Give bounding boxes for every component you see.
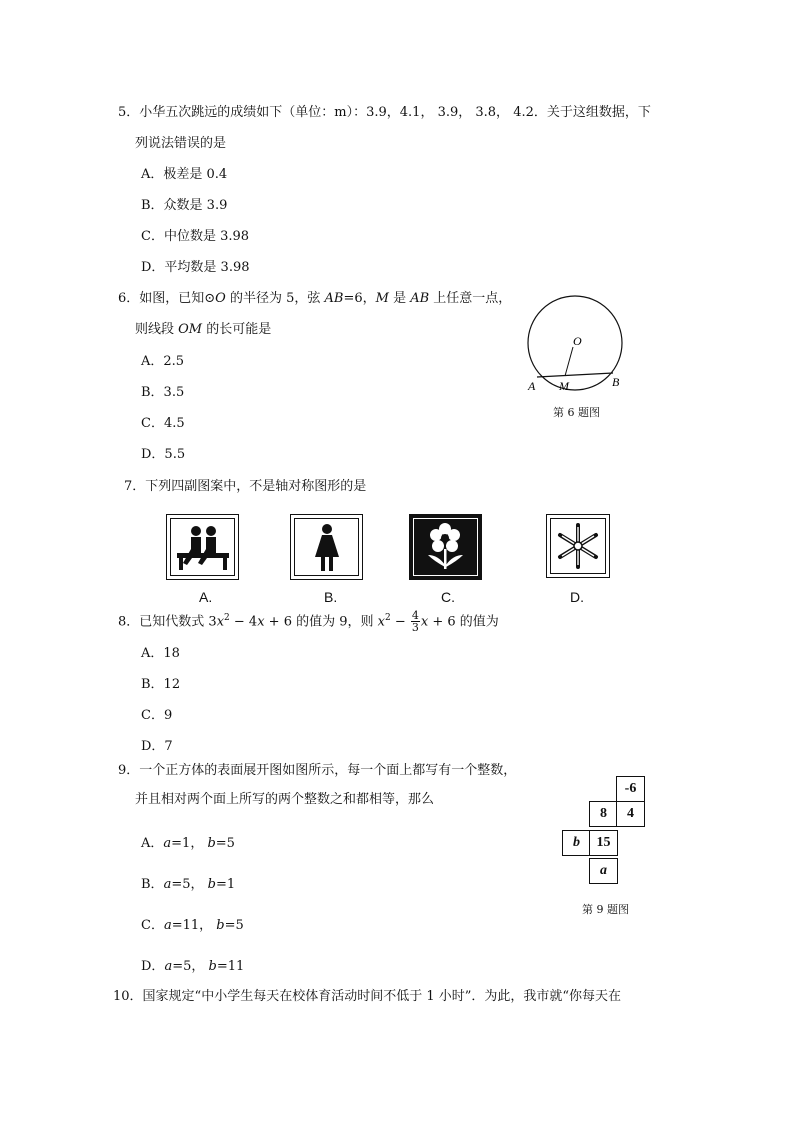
q6-stem-line2: 则线段 OM 的长可能是: [135, 322, 272, 337]
pattern-a-seated-people: [166, 514, 239, 580]
q5-option-c: C．中位数是 3.98: [141, 229, 250, 244]
net-cell-neg6: -6: [616, 776, 645, 802]
pattern-d-label: D.: [570, 589, 584, 605]
q9-stem-line1: 9．一个正方体的表面展开图如图所示，每一个面上都写有一个整数，: [118, 763, 517, 778]
label-m: M: [559, 379, 569, 393]
q5-stem-line2: 列说法错误的是: [135, 136, 227, 151]
q9-option-a: A．a=1， b=5: [141, 836, 235, 851]
q10-stem-line1: 10．国家规定“中小学生每天在校体育活动时间不低于 1 小时”．为此，我市就“你每天在: [113, 989, 622, 1004]
q5-option-b: B．众数是 3.9: [141, 198, 228, 213]
q6-figure-caption: 第 6 题图: [553, 406, 600, 419]
q9-option-d: D．a=5， b=11: [141, 959, 245, 974]
label-b: B: [612, 375, 620, 389]
q6-circle-figure: [520, 294, 630, 396]
net-cell-8: 8: [589, 801, 618, 827]
q8-option-a: A．18: [141, 646, 180, 661]
q5-option-a: A．极差是 0.4: [141, 167, 228, 182]
q8-option-d: D．7: [141, 739, 173, 754]
chord-ab: [537, 373, 613, 377]
net-cell-a: a: [589, 858, 618, 884]
q9-figure-caption: 第 9 题图: [582, 903, 629, 916]
pattern-b-label: B.: [324, 589, 338, 605]
q7-stem: 7．下列四副图案中，不是轴对称图形的是: [124, 479, 367, 494]
fraction-4-3: $\frac{4}{3}$: [411, 609, 419, 635]
q8-option-c: C．9: [141, 708, 173, 723]
pattern-b-woman: [290, 514, 363, 580]
net-cell-4: 4: [616, 801, 645, 827]
label-o: O: [573, 334, 582, 348]
q5-option-d: D．平均数是 3.98: [141, 260, 250, 275]
pattern-d-snowflake: [546, 514, 610, 578]
q5-stem-line1: 5．小华五次跳远的成绩如下（单位：m）：3.9，4.1， 3.9， 3.8， 4.2．关于这组数据，下: [118, 105, 651, 120]
q6-stem-line1: 6．如图，已知⊙O 的半径为 5，弦 AB=6，M 是 AB 上任意一点，: [118, 291, 512, 306]
q6-option-a: A．2.5: [141, 354, 185, 369]
label-a: A: [528, 379, 536, 393]
q8-stem: 8．已知代数式 $3x^2 - 4x + 6$ 的值为 9，则 $x^2$ − $\frac{4}{3}$ x + 6 的值为: [118, 609, 499, 635]
q9-stem-line2: 并且相对两个面上所写的两个整数之和都相等，那么: [135, 792, 435, 807]
segment-om: [565, 347, 573, 376]
q9-option-b: B．a=5， b=1: [141, 877, 236, 892]
q6-option-c: C．4.5: [141, 416, 185, 431]
q8-option-b: B．12: [141, 677, 181, 692]
net-cell-15: 15: [589, 830, 618, 856]
pattern-a-label: A.: [199, 589, 213, 605]
q9-option-c: C．a=11， b=5: [141, 918, 244, 933]
net-cell-b: b: [562, 830, 591, 856]
pattern-c-flower: [409, 514, 482, 580]
q6-option-b: B．3.5: [141, 385, 185, 400]
pattern-c-label: C.: [441, 589, 455, 605]
q6-option-d: D．5.5: [141, 447, 186, 462]
